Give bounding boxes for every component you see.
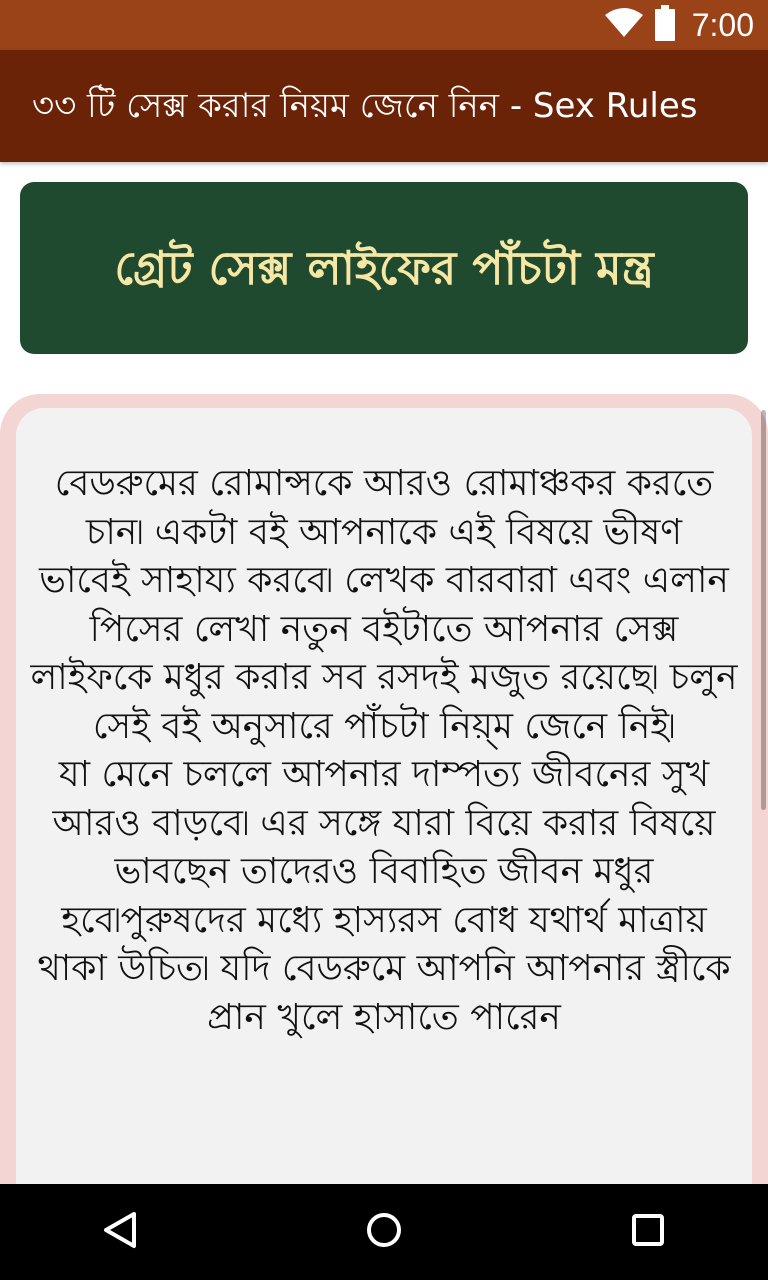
status-time: 7:00 bbox=[691, 6, 754, 43]
status-bar bbox=[0, 0, 768, 50]
article-text: বেডরুমের রোমান্সকে আরও রোমাঞ্চকর করতে চান৷ একটা বই আপনাকে এই বিষয়ে ভীষণ ভাবেই সাহায্য করবে৷ লেখক বারবারা এবং এলান পিসের লেখা নতুন বইটাতে আপনার সেক্স লাইফকে মধুর করার সব রসদই মজুত রয়েছে৷ চলুন সেই বই অনুসারে পাঁচটা নিয়্ম জেনে নিই৷ যা মেনে চললে আপনার দাম্পত্য জীবনের সুখ আরও বাড়বে৷ এর সঙ্গে যারা বিয়ে করার বিষয়ে ভাবছেন তাদেরও বিবাহিত জীবন মধুর হবে৷পুরুষদের মধ্যে হাস্যরস বোধ যথার্থ মাত্রায় থাকা উচিত৷ যদি বেডরুমে আপনি আপনার স্ত্রীকে প্রান খুলে হাসাতে পারেন bbox=[30, 463, 738, 1038]
home-icon bbox=[364, 1210, 404, 1254]
back-button[interactable] bbox=[92, 1204, 148, 1260]
wifi-icon bbox=[604, 7, 644, 43]
navigation-bar bbox=[0, 1184, 768, 1280]
status-icons bbox=[604, 0, 754, 50]
article-title: গ্রেট সেক্স লাইফের পাঁচটা মন্ত্র bbox=[114, 241, 654, 295]
back-icon bbox=[100, 1210, 140, 1254]
article-title-card bbox=[20, 182, 748, 354]
scrollbar[interactable] bbox=[761, 410, 766, 810]
app-title: ৩৩ টি সেক্স করার নিয়ম জেনে নিন - Sex Rules bbox=[32, 86, 698, 126]
battery-icon bbox=[654, 5, 676, 45]
app-bar bbox=[0, 50, 768, 162]
article-body[interactable] bbox=[16, 408, 752, 1234]
home-button[interactable] bbox=[356, 1204, 412, 1260]
recents-button[interactable] bbox=[620, 1204, 676, 1260]
recents-icon bbox=[628, 1210, 668, 1254]
